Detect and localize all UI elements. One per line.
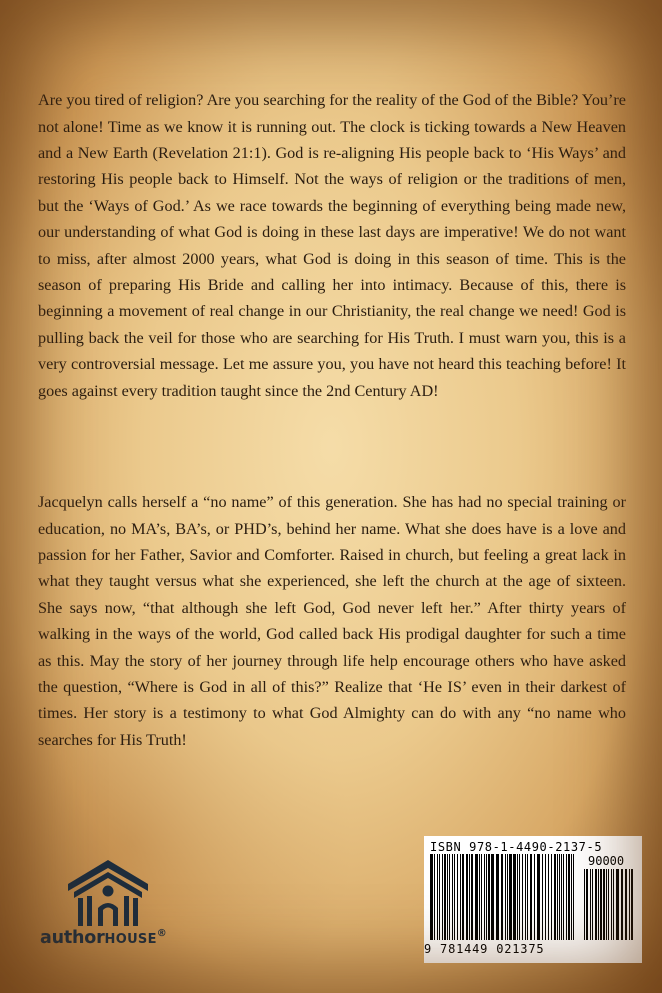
authorhouse-logo-icon <box>64 858 152 928</box>
barcode-bar <box>469 854 470 940</box>
barcode-bar <box>554 854 556 940</box>
publisher-name-author: author <box>40 928 105 948</box>
barcode-bar <box>621 869 623 940</box>
publisher-name <box>40 928 167 948</box>
barcode-bar <box>586 869 588 940</box>
barcode-bar <box>625 869 627 940</box>
barcode-bar <box>525 854 526 940</box>
barcode-bar <box>519 854 520 940</box>
barcode-bar <box>430 854 433 940</box>
barcode-bar <box>563 854 564 940</box>
barcode-bar <box>460 854 461 940</box>
registered-mark: ® <box>156 928 167 939</box>
barcode-bar <box>611 869 612 940</box>
barcode-bar <box>606 869 607 940</box>
barcode-bar <box>629 869 630 940</box>
barcode-bar <box>530 854 532 940</box>
barcode-bar <box>598 869 599 940</box>
barcode-bar <box>496 854 499 940</box>
barcode-bar <box>434 854 435 940</box>
publisher-name-house: HOUSE <box>104 932 157 947</box>
barcode-bar <box>561 854 562 940</box>
barcode-bar <box>509 854 512 940</box>
barcode-bar <box>486 854 487 940</box>
barcode-bar <box>437 854 438 940</box>
barcode-bar <box>507 854 508 940</box>
barcode-bar <box>608 869 609 940</box>
barcode-bar <box>449 854 450 940</box>
barcode-bar <box>592 869 593 940</box>
barcode-bar <box>466 854 468 940</box>
blurb-paragraph-1: Are you tired of religion? Are you searching for the reality of the God of the Bible? You’re not alone! Time as we know it is running out. The clock is ticking towards a New Heaven and a New Earth (Revelation 21:1). God is re-aligning His people back to ‘His Ways’ and restoring His people back to Himself. Not the ways of religion or the traditions of men, but the ‘Ways of God.’ As we race towards the beginning of everything being made new, our understanding of what God is doing in these last days are imperative! We do not want to miss, after almost 2000 years, what God is doing in this season of time. This is the season of preparing His Bride and calling her into intimacy. Because of this, there is beginning a movement of real change in our Christianity, the real change we need! God is pulling back the veil for those who are searching for His Truth. I must warn you, this is a very controversial message. Let me assure you, you have not heard this teaching before! It goes against every tradition taught since the 2nd Century AD! <box>38 91 626 400</box>
barcode-bar <box>513 854 516 940</box>
barcode-bar <box>631 869 633 940</box>
barcode-bar <box>488 854 490 940</box>
isbn-label: ISBN 978-1-4490-2137-5 <box>430 840 603 854</box>
addon-barcode-bars <box>584 869 636 940</box>
ean-digits: 9 781449 021375 <box>424 942 545 956</box>
barcode-bar <box>548 854 549 940</box>
price-addon-number: 90000 <box>588 854 625 868</box>
barcode-bar <box>452 854 453 940</box>
barcode-bar <box>462 854 464 940</box>
barcode-bar <box>542 854 543 940</box>
barcode-bar <box>537 854 540 940</box>
barcode-bar <box>447 854 448 940</box>
barcode-bar <box>584 869 585 940</box>
barcode-bar <box>559 854 560 940</box>
barcode-bar <box>457 854 458 940</box>
barcode-bar <box>545 854 546 940</box>
barcode-bar <box>551 854 552 940</box>
barcode-bar <box>571 854 572 940</box>
barcode-bar <box>595 869 597 940</box>
barcode-bar <box>505 854 506 940</box>
barcode-bar <box>517 854 518 940</box>
barcode-bar <box>439 854 440 940</box>
barcode-bar <box>573 854 574 940</box>
barcode-bar <box>479 854 480 940</box>
barcode-bar <box>501 854 503 940</box>
barcode-bar <box>454 854 455 940</box>
barcode-bar <box>600 869 602 940</box>
barcode-bar <box>616 869 619 940</box>
barcode-bar <box>491 854 494 940</box>
barcode-bar <box>566 854 567 940</box>
barcode-bar <box>557 854 558 940</box>
barcode-bar <box>534 854 535 940</box>
barcode-bar <box>527 854 528 940</box>
isbn-barcode <box>424 836 642 963</box>
barcode-bar <box>475 854 478 940</box>
barcode-bar <box>481 854 482 940</box>
barcode-bar <box>471 854 473 940</box>
author-bio-paragraph: Jacquelyn calls herself a “no name” of this generation. She has had no special training or education, no MA’s, BA’s, or PHD’s, behind her name. What she does have is a love and passion for her Father, Savior and Comforter. Raised in church, but feeling a great lack in what they taught versus what she experienced, she left the church at the age of sixteen. She says now, “that although she left God, God never left her.” After thirty years of walking in the ways of the world, God called back His prodigal daughter for such a time as this. May the story of her journey through life help encourage others who have asked the question, “Where is God in all of this?” Realize that ‘He IS’ even in their darkest of times. Her story is a testimony to what God Almighty can do with any “no name who searches for His Truth! <box>38 493 626 749</box>
barcode-bars <box>430 854 576 940</box>
barcode-bar <box>590 869 591 940</box>
barcode-bar <box>484 854 485 940</box>
barcode-bar <box>522 854 523 940</box>
barcode-bar <box>442 854 443 940</box>
barcode-bar <box>603 869 605 940</box>
barcode-bar <box>613 869 614 940</box>
barcode-bar <box>444 854 446 940</box>
barcode-bar <box>568 854 570 940</box>
